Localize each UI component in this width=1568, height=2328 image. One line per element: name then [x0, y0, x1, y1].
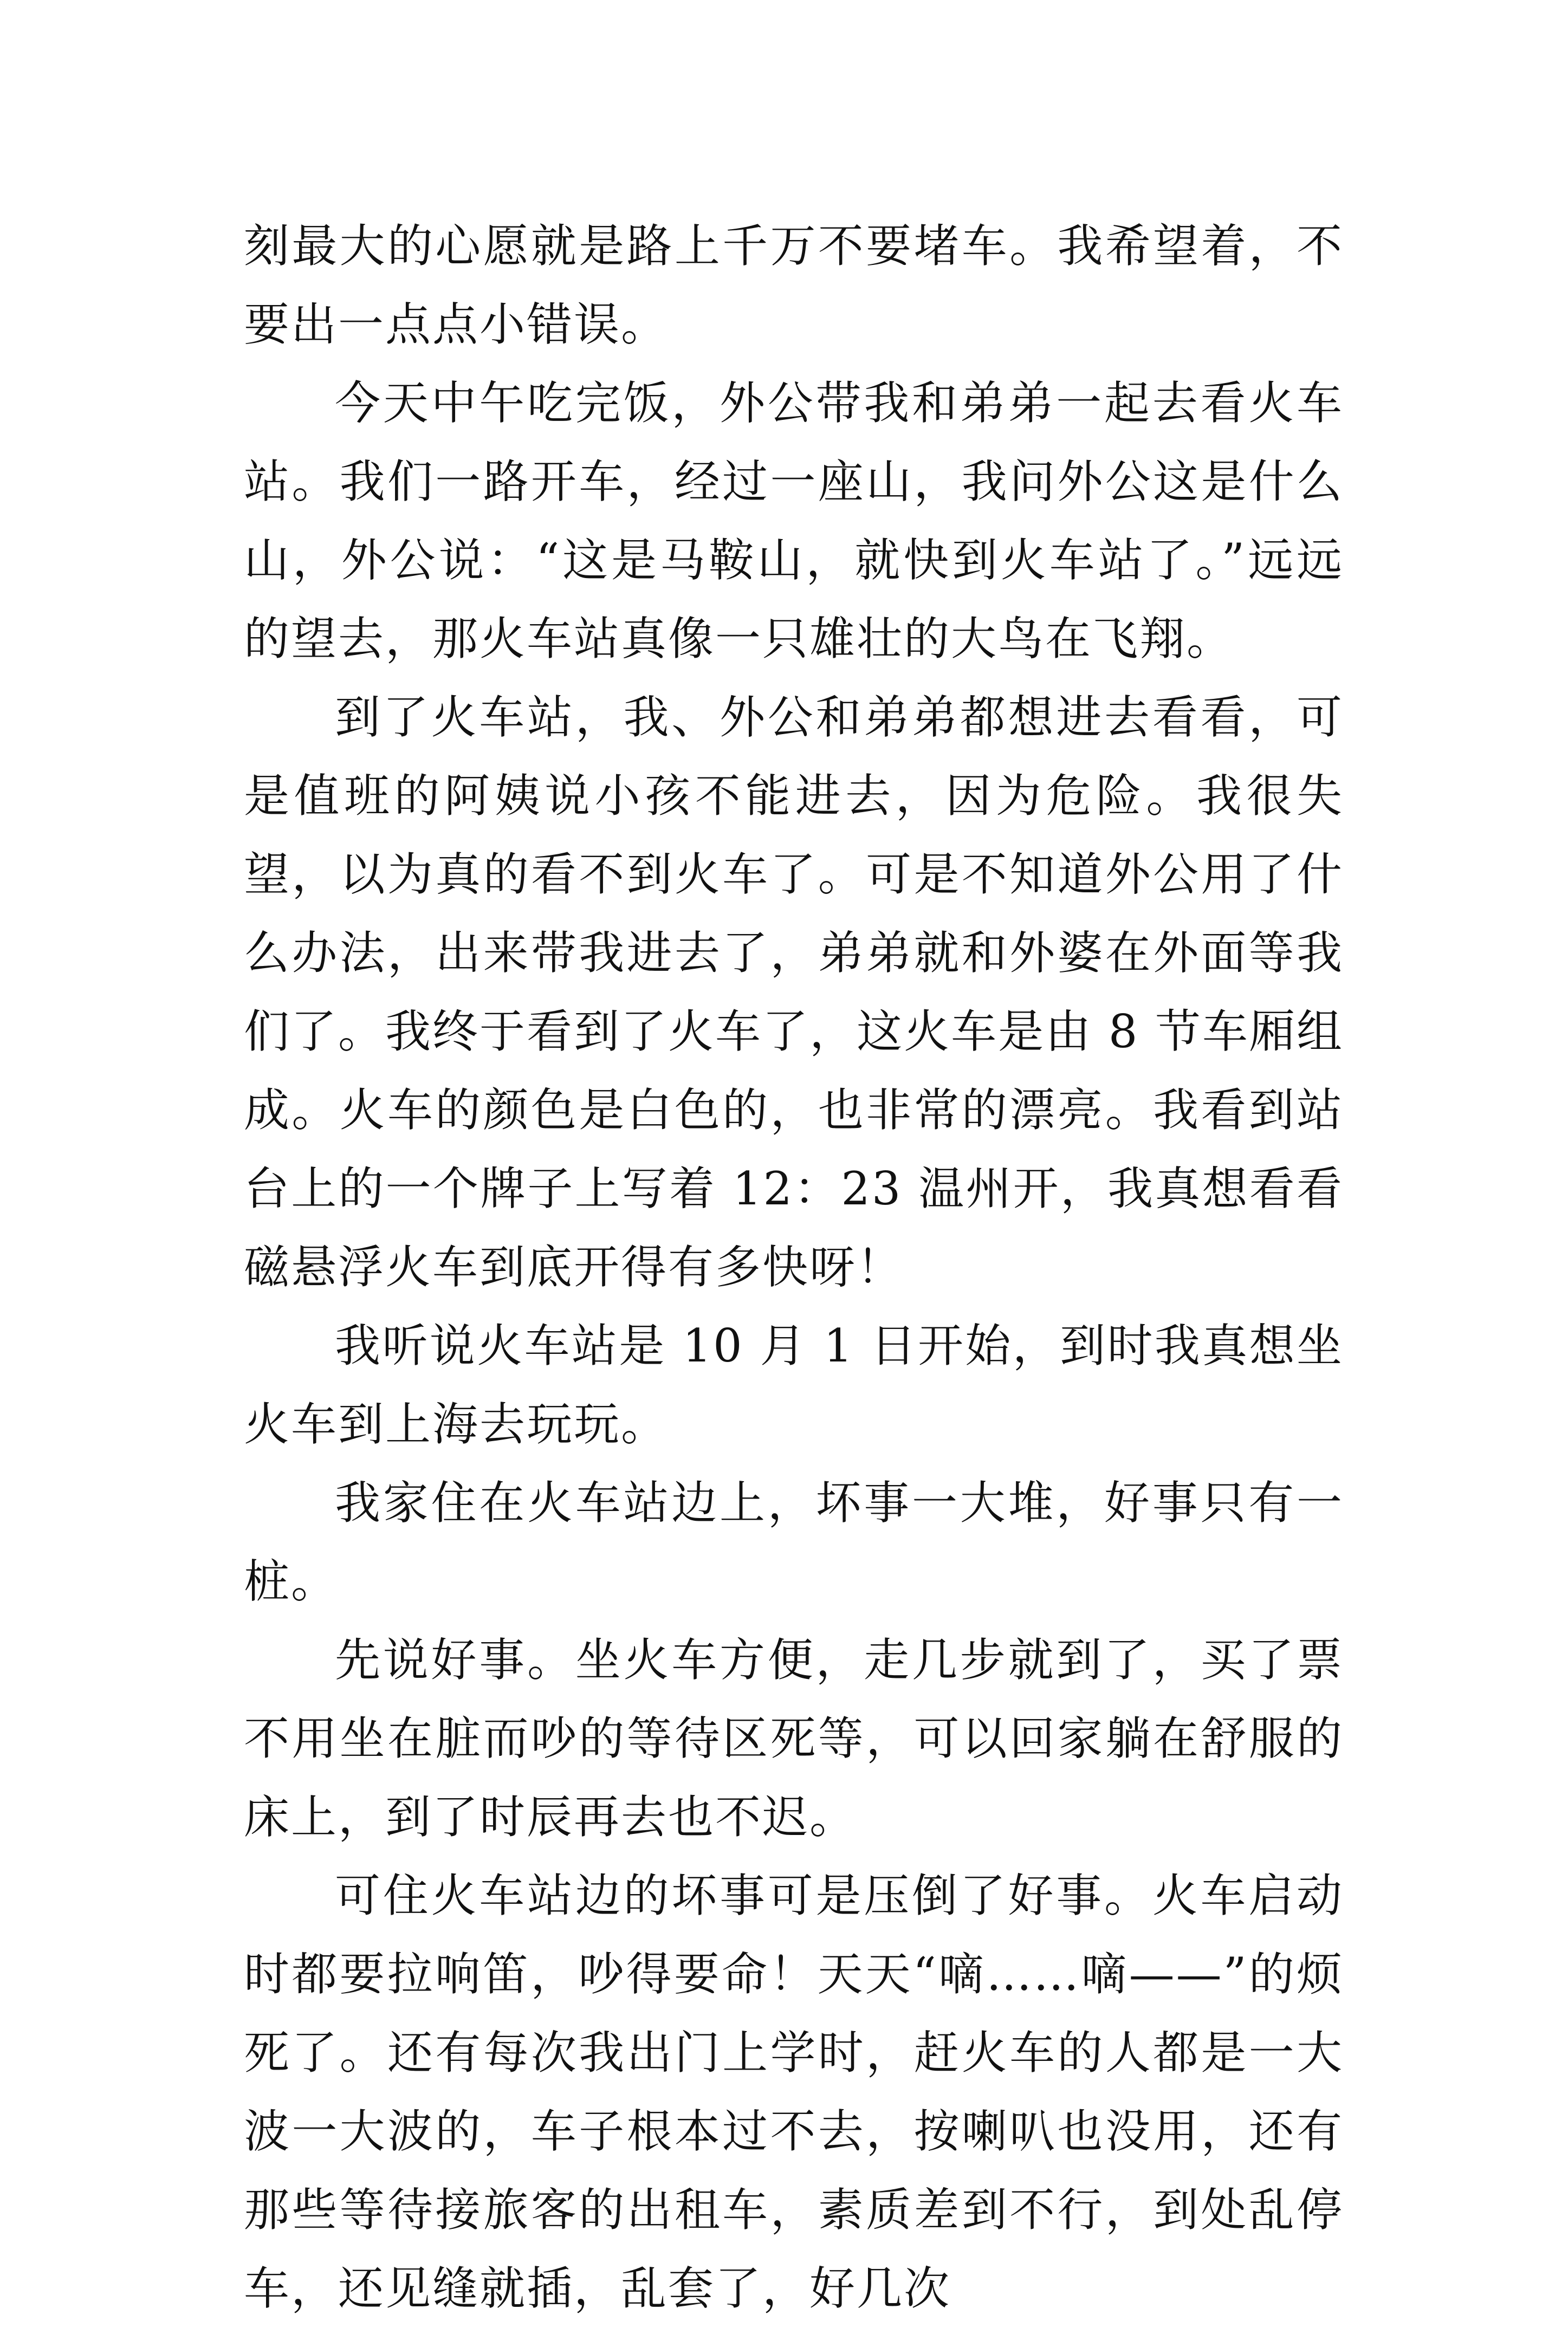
paragraph-4: 我听说火车站是 10 月 1 日开始，到时我真想坐火车到上海去玩玩。 — [244, 1319, 1344, 1451]
paragraph-2: 今天中午吃完饭，外公带我和弟弟一起去看火车站。我们一路开车，经过一座山，我问外公这是什么山，外公说：“这是马鞍山，就快到火车站了。”远远的望去，那火车站真像一只雄壮的大鸟在飞翔。 — [244, 377, 1344, 665]
paragraph-5: 我家住在火车站边上，坏事一大堆，好事只有一桩。 — [244, 1476, 1344, 1608]
document-body — [244, 207, 1344, 2328]
paragraph-6: 先说好事。坐火车方便，走几步就到了，买了票不用坐在脏而吵的等待区死等，可以回家躺在舒服的床上，到了时辰再去也不迟。 — [244, 1633, 1344, 1844]
paragraph-3: 到了火车站，我、外公和弟弟都想进去看看，可是值班的阿姨说小孩不能进去，因为危险。我很失望，以为真的看不到火车了。可是不知道外公用了什么办法，出来带我进去了，弟弟就和外婆在外面等我们了。我终于看到了火车了，这火车是由 8 节车厢组成。火车的颜色是白色的，也非常的漂亮。我看到站台上的一个牌子上写着 12：23 温州开，我真想看看磁悬浮火车到底开得有多快呀！ — [244, 691, 1344, 1294]
paragraph-7: 可住火车站边的坏事可是压倒了好事。火车启动时都要拉响笛，吵得要命！天天“嘀……嘀——”的烦死了。还有每次我出门上学时，赶火车的人都是一大波一大波的，车子根本过不去，按喇叭也没用，还有那些等待接旅客的出租车，素质差到不行，到处乱停车，还见缝就插，乱套了，好几次 — [244, 1869, 1344, 2315]
paragraph-1: 刻最大的心愿就是路上千万不要堵车。我希望着，不要出一点点小错误。 — [244, 219, 1344, 351]
